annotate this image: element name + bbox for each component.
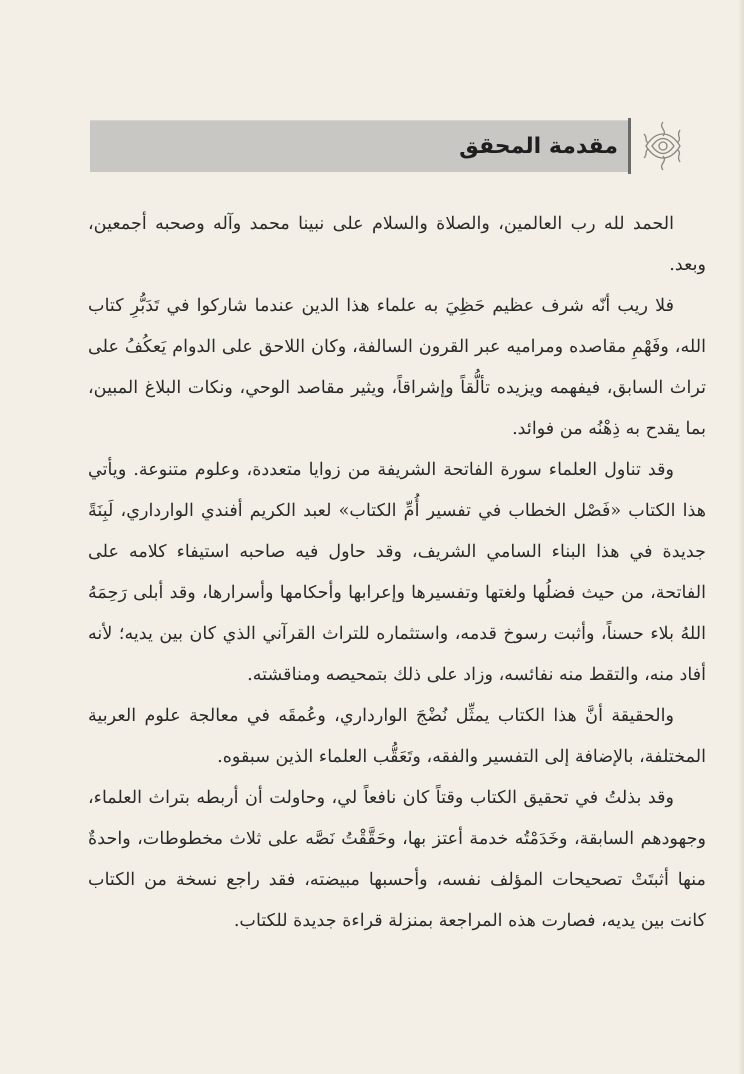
paragraph-opening: الحمد لله رب العالمين، والصلاة والسلام على نبينا محمد وآله وصحبه أجمعين، وبعد.: [88, 214, 706, 275]
paragraph-scholars: فلا ريب أنّه شرف عظيم حَظِيَ به علماء هذا الدين عندما شاركوا في تَدَبُّرِ كتاب الله، وفَهْمِ مقاصده ومراميه عبر القرون السالفة، وكان اللاحق على الدوام يَعكُفُ على تراث السابق، فيفهمه ويزيده تألُّقاً وإشراقاً، ويثير مقاصد الوحي، ونكات البلاغ المبين، بما يقدح به ذِهْنُه من فوائد.: [88, 296, 706, 439]
body-text: [88, 204, 706, 942]
chapter-title: مقدمة المحقق: [459, 134, 618, 159]
page-edge-shade: [738, 0, 744, 1074]
paragraph-editing: وقد بذلتُ في تحقيق الكتاب وقتاً كان نافعاً لي، وحاولت أن أربطه بتراث العلماء، وجهودهم السابقة، وخَدَمْتُه خدمة أعتز بها، وحَقَّقْتُ نَصَّه على ثلاث مخطوطات، واحدةٌ منها أثبتَتْ تصحيحات المؤلف نفسه، وأحسبها مبيضته، فقد راجع نسخة من الكتاب كانت بين يديه، فصارت هذه المراجعة بمنزلة قراءة جديدة للكتاب.: [88, 788, 706, 931]
paragraph-truth: والحقيقة أنَّ هذا الكتاب يمثِّل نُضْجَ الوارداري، وعُمقَه في معالجة علوم العربية المختلفة، بالإضافة إلى التفسير والفقه، وتَعَقُّب العلماء الذين سبقوه.: [88, 706, 706, 767]
paragraph-fatiha: وقد تناول العلماء سورة الفاتحة الشريفة من زوايا متعددة، وعلوم متنوعة. ويأتي هذا الكتاب «فَصْل الخطاب في تفسير أُمِّ الكتاب» لعبد الكريم أفندي الوارداري، لَبِنَةً جديدة في هذا البناء السامي الشريف، وقد حاول فيه صاحبه استيفاء كلامه على الفاتحة، من حيث فضلُها ولغتها وتفسيرها وإعرابها وأحكامها وأسرارها، وقد أبلى رَحِمَهُ اللهُ بلاء حسناً، وأثبت رسوخ قدمه، واستثماره للتراث القرآني الذي كان بين يديه؛ لأنه أفاد منه، والتقط منه نفائسه، وزاد على ذلك بتمحيصه ومناقشته.: [88, 460, 706, 685]
floral-ornament-icon: [636, 116, 686, 176]
header-divider-rule: [628, 118, 631, 174]
